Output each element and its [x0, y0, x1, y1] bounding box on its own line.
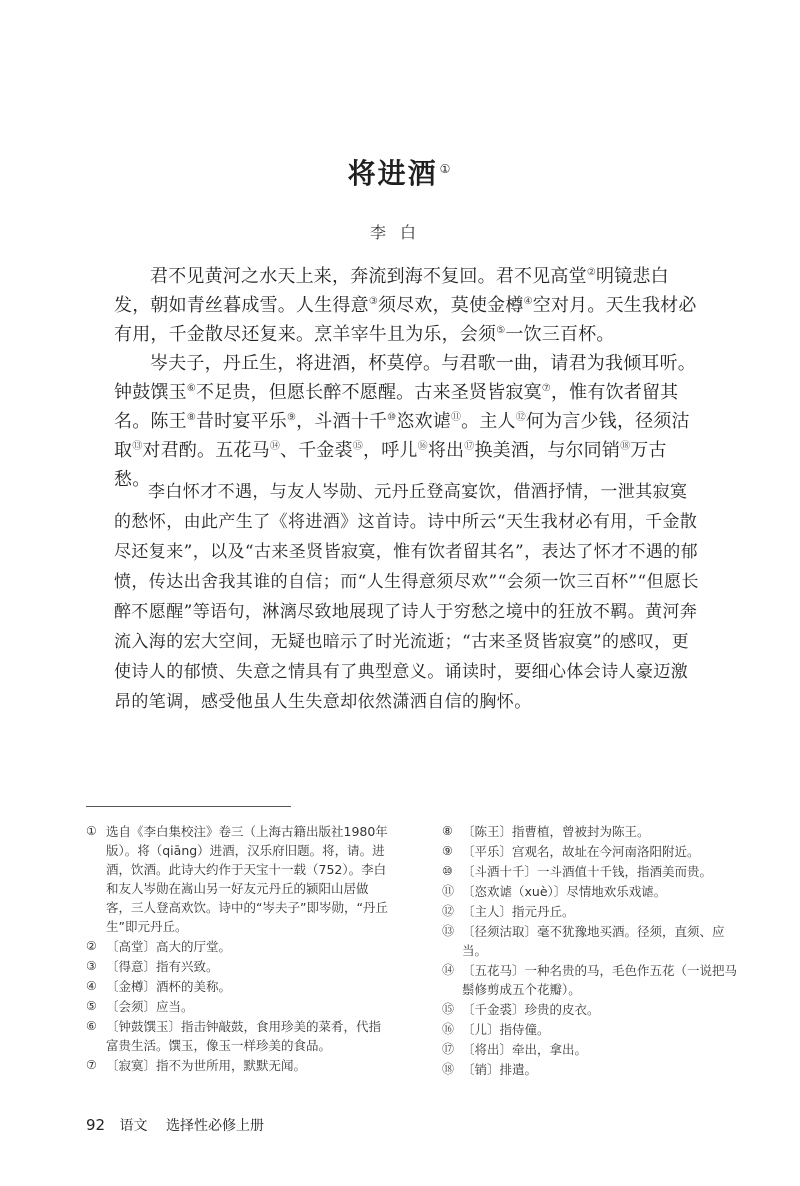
poem-title	[0, 152, 800, 192]
poem-text-segment: 不足贵，但愿长醉不愿醒。古来圣贤皆寂寞	[195, 382, 542, 403]
footnote-text: 〔将出〕牵出，拿出。	[462, 1042, 588, 1057]
footnote-marker: ④	[523, 296, 533, 307]
footnote-number: ⑫	[442, 904, 455, 918]
footnote-marker: ⑫	[515, 412, 526, 423]
footnote-number: ③	[86, 959, 97, 973]
poem-text-segment: ，斗酒十千	[296, 411, 388, 432]
poem-text-segment: 空对月。天生我材必有用，千金散尽还复来。烹羊宰牛且为乐，会须	[114, 295, 697, 345]
footnote-number: ⑥	[86, 1019, 97, 1033]
footnote-marker: ⑰	[464, 441, 475, 452]
footnote-text: 〔径须沽取〕毫不犹豫地买酒。径须，直须、应当。	[462, 924, 725, 958]
footnote-item	[442, 961, 742, 999]
footnote-text: 〔寂寞〕指不为世所用，默默无闻。	[106, 1058, 307, 1073]
poem-text-segment: 一饮三百杯。	[505, 324, 615, 345]
footnote-text: 〔主人〕指元丹丘。	[462, 904, 575, 919]
poem-text-segment: ，呼儿	[363, 440, 418, 461]
footnote-text: 〔陈王〕指曹植，曾被封为陈王。	[462, 824, 650, 839]
footnote-marker: ⑤	[496, 325, 506, 336]
poem-title-text: 将进酒	[347, 157, 438, 190]
footnote-item	[442, 822, 742, 841]
poem-text-segment: 对君酌。五花马	[142, 440, 270, 461]
footnote-text: 〔平乐〕宫观名，故址在今河南洛阳附近。	[462, 844, 700, 859]
footnote-number: ⑮	[442, 1002, 455, 1016]
poem-text-segment: 换美酒，与尔同销	[474, 440, 621, 461]
footnote-text: 〔高堂〕高大的厅堂。	[106, 939, 232, 954]
poem-text-segment: 何为言少钱，径须沽取	[114, 411, 690, 461]
footnote-item	[86, 997, 391, 1016]
footnote-number: ⑩	[442, 864, 453, 878]
footnote-text: 〔千金裘〕珍贵的皮衣。	[462, 1002, 600, 1017]
footnote-item	[442, 902, 742, 921]
footnote-text: 〔五花马〕一种名贵的马，毛色作五花（一说把马鬃修剪成五个花瓣）。	[462, 963, 738, 997]
poem-text-segment: 。主人	[461, 411, 516, 432]
footnote-number: ⑯	[442, 1022, 455, 1036]
footnote-marker: ⑩	[387, 412, 397, 423]
subject-label: 语文	[119, 1118, 148, 1134]
footnotes-right-column	[442, 822, 742, 1080]
poem-text-segment: ，惟有饮者留其名。陈王	[114, 382, 679, 432]
footnotes-left-column	[86, 822, 391, 1076]
footnote-marker: ⑥	[186, 383, 196, 394]
footnote-text: 〔销〕排遣。	[462, 1062, 538, 1077]
footnote-text: 〔金樽〕酒杯的美称。	[106, 979, 232, 994]
footnote-marker: ③	[368, 296, 378, 307]
footnote-text: 〔钟鼓馔玉〕指击钟敲鼓，食用珍美的菜肴，代指富贵生活。馔玉，像玉一样珍美的食品。	[106, 1019, 382, 1053]
footnote-marker: ⑨	[286, 412, 297, 423]
poem-author: 李白	[369, 223, 430, 242]
footnote-divider	[86, 806, 291, 807]
poem-text-segment: 将出	[427, 440, 465, 461]
footnote-item	[442, 862, 742, 881]
poem-text-segment: 昔时宴平乐	[195, 411, 287, 432]
footnote-number: ②	[86, 939, 97, 953]
poem-stanza-1	[114, 262, 699, 349]
page-number: 92	[86, 1116, 106, 1134]
footnote-item	[442, 1020, 742, 1039]
footnote-number: ⑨	[442, 844, 453, 858]
footnote-item	[442, 842, 742, 861]
title-footnote-marker: ①	[439, 161, 453, 176]
footnote-marker: ⑱	[620, 441, 631, 452]
footnote-number: ⑤	[86, 999, 97, 1013]
commentary-paragraph: 李白怀才不遇，与友人岑勋、元丹丘登高宴饮，借酒抒情，一泄其寂寞的愁怀，由此产生了《将进酒》这首诗。诗中所云“天生我材必有用，千金散尽还复来”，以及“古来圣贤皆寂寞，惟有饮者留其名”，表达了怀才不遇的郁愤，传达出舍我其谁的自信；而“人生得意须尽欢”“会须一饮三百杯”“但愿长醉不愿醒”等语句，淋漓尽致地展现了诗人于穷愁之境中的狂放不羁。黄河奔流入海的宏大空间，无疑也暗示了时光流逝；“古来圣贤皆寂寞”的感叹，更使诗人的郁愤、失意之情具有了典型意义。诵读时，要细心体会诗人豪迈激昂的笔调，感受他虽人生失意却依然潇洒自信的胸怀。	[114, 482, 699, 712]
footnote-number: ①	[86, 824, 97, 838]
poem-text-segment: 、千金裘	[280, 440, 353, 461]
poem-text-segment: 须尽欢，莫使金樽	[377, 295, 524, 316]
footnote-item	[86, 1056, 391, 1075]
poem-stanza-2	[114, 349, 699, 494]
footnote-marker: ⑭	[269, 441, 281, 452]
footnote-text: 〔恣欢谑（xuè）〕尽情地欢乐戏谑。	[462, 884, 667, 899]
footnote-number: ⑪	[442, 884, 455, 898]
footnote-number: ⑰	[442, 1042, 455, 1056]
footnote-text: 〔得意〕指有兴致。	[106, 959, 219, 974]
book-label: 选择性必修上册	[166, 1118, 264, 1134]
footnote-marker: ⑧	[186, 412, 196, 423]
page-footer	[86, 1115, 264, 1135]
footnote-marker: ⑦	[541, 383, 551, 394]
footnote-number: ⑧	[442, 824, 453, 838]
poem-text-segment: 岑夫子，丹丘生，将进酒，杯莫停。与君歌一曲，请君为我倾耳听。钟鼓馔玉	[114, 353, 696, 403]
footnote-text: 〔斗酒十千〕一斗酒值十千钱，指酒美而贵。	[462, 864, 713, 879]
poem-text-segment: 万古愁。	[114, 440, 667, 490]
footnote-item	[86, 957, 391, 976]
footnote-marker: ⑪	[450, 412, 462, 423]
poem-text-segment: 恣欢谑	[396, 411, 451, 432]
poem-text-segment: 君不见黄河之水天上来，奔流到海不复回。君不见高堂	[150, 266, 587, 287]
footnote-number: ⑦	[86, 1058, 97, 1072]
footnote-text: 〔儿〕指侍僮。	[462, 1022, 550, 1037]
footnote-item	[86, 977, 391, 996]
footnote-number: ⑬	[442, 924, 455, 938]
footnote-number: ⑭	[442, 963, 455, 977]
footnote-number: ④	[86, 979, 97, 993]
footnote-marker: ⑬	[132, 441, 143, 452]
poem-body	[114, 262, 699, 494]
footnote-text: 〔会须〕应当。	[106, 999, 194, 1014]
footnote-item	[86, 822, 391, 936]
footnote-number: ⑱	[442, 1062, 455, 1076]
footnote-item	[442, 882, 742, 901]
footnote-item	[442, 922, 742, 960]
footnote-item	[86, 1017, 391, 1055]
footnote-marker: ⑮	[352, 441, 364, 452]
footnote-marker: ⑯	[417, 441, 428, 452]
footnote-marker: ②	[586, 267, 596, 278]
footnote-item	[442, 1040, 742, 1059]
poem-text-segment: 明镜悲白发，朝如青丝暮成雪。人生得意	[114, 266, 669, 316]
commentary-section	[114, 477, 699, 717]
footnote-item	[86, 937, 391, 956]
footnote-text: 选自《李白集校注》卷三（上海古籍出版社1980年版）。将（qiāng）进酒，汉乐府旧题。将，请。进酒，饮酒。此诗大约作于天宝十一载（752）。李白和友人岑勋在嵩山另一好友元丹丘的颍阳山居做客，三人登高欢饮。诗中的“岑夫子”即岑勋，“丹丘生”即元丹丘。	[106, 824, 388, 934]
footnote-item	[442, 1000, 742, 1019]
footnote-item	[442, 1060, 742, 1079]
